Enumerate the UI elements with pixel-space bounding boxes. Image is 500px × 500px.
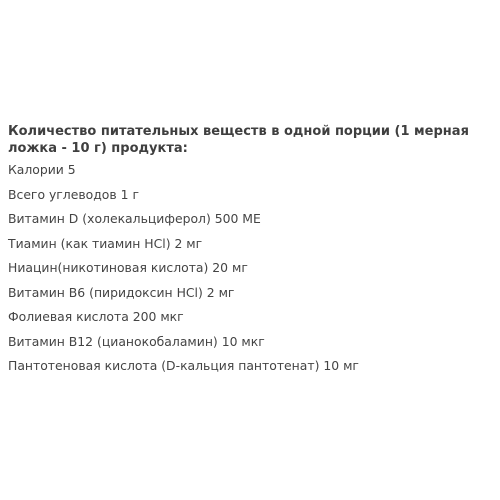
- nutrient-calories: Калории 5: [8, 162, 76, 177]
- nutrient-folic-acid: Фолиевая кислота 200 мкг: [8, 309, 184, 324]
- nutrient-pantothenic-acid: Пантотеновая кислота (D-кальция пантотенат) 10 мг: [8, 358, 359, 373]
- nutrient-niacin: Ниацин(никотиновая кислота) 20 мг: [8, 260, 248, 275]
- nutrient-vitamin-b6: Витамин B6 (пиридоксин HCl) 2 мг: [8, 284, 235, 300]
- nutrient-vitamin-d: Витамин D (холекальциферол) 500 ME: [8, 211, 261, 226]
- nutrient-thiamin: Тиамин (как тиамин HCl) 2 мг: [8, 235, 203, 251]
- nutrition-facts: [8, 123, 498, 374]
- nutrition-heading: Количество питательных веществ в одной порции (1 мерная ложка - 10 г) продукта:: [8, 124, 469, 156]
- nutrient-vitamin-b12: Витамин B12 (цианокобаламин) 10 мкг: [8, 333, 265, 349]
- nutrition-list: [8, 161, 498, 374]
- nutrient-carbohydrates: Всего углеводов 1 г: [8, 186, 139, 202]
